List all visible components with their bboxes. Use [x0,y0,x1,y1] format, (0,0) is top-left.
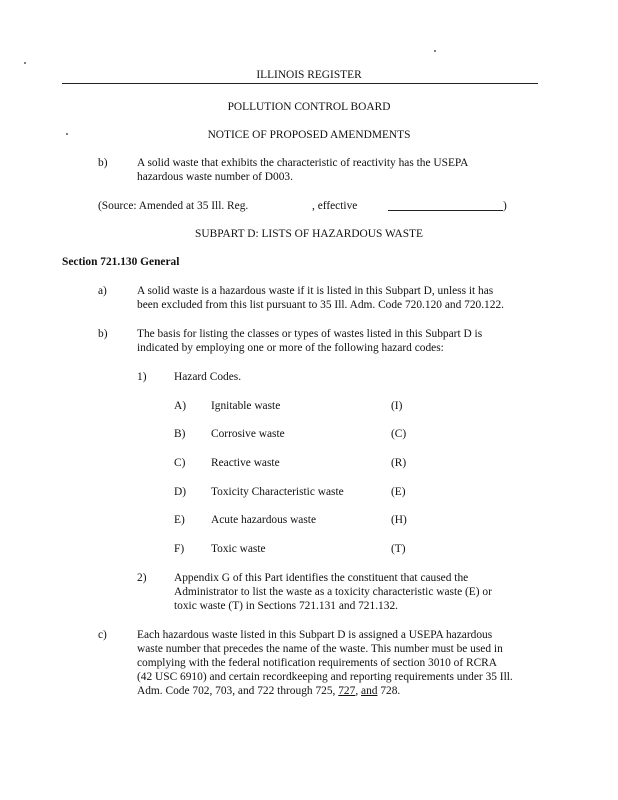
header-rule [62,83,538,84]
subpart-heading: SUBPART D: LISTS OF HAZARDOUS WASTE [195,228,423,240]
hazard-letter: F) [174,543,185,555]
hazard-name: Ignitable waste [211,400,281,412]
hazard-letter: B) [174,428,186,440]
hazard-code: (T) [391,543,406,555]
paragraph-line: Each hazardous waste listed in this Subpart D is assigned a USEPA hazardous [137,629,493,641]
paragraph-line [137,684,400,698]
hazard-letter: D) [174,486,187,498]
item-label: a) [98,285,107,297]
underlined-insertion: and [361,685,378,697]
source-effective: , effective [312,200,358,212]
paragraph-line: The basis for listing the classes or types of wastes listed in this Subpart D is [137,328,483,340]
blank-line [388,210,503,211]
text-run: 728. [377,685,401,697]
paragraph-line: Administrator to list the waste as a toxicity characteristic waste (E) or [174,586,492,598]
item-label: c) [98,629,107,641]
board-name: POLLUTION CONTROL BOARD [227,101,391,113]
hazard-code: (R) [391,457,407,469]
hazard-name: Reactive waste [211,457,280,469]
section-heading: Section 721.130 General [62,256,180,268]
item-label: b) [98,328,108,340]
paragraph-line: hazardous waste number of D003. [137,171,293,183]
text-run: , [355,685,362,697]
register-title: ILLINOIS REGISTER [256,69,362,81]
source-close: ) [503,200,507,212]
paragraph-line: (42 USC 6910) and certain recordkeeping and reporting requirements under 35 Ill. [137,671,513,683]
paragraph-line: toxic waste (T) in Sections 721.131 and 721.132. [174,600,398,612]
scan-speck [434,50,436,52]
item-label: 2) [137,572,147,584]
paragraph-line: been excluded from this list pursuant to 35 Ill. Adm. Code 720.120 and 720.122. [137,299,504,311]
hazard-code: (C) [391,428,407,440]
hazard-letter: A) [174,400,187,412]
paragraph-line: indicated by employing one or more of the following hazard codes: [137,342,444,354]
hazard-name: Acute hazardous waste [211,514,317,526]
paragraph-line: waste number that precedes the name of the waste. This number must be used in [137,643,503,655]
hazard-code: (E) [391,486,406,498]
item-label: b) [98,157,108,169]
hazard-name: Corrosive waste [211,428,285,440]
hazard-letter: E) [174,514,185,526]
paragraph-line: complying with the federal notification requirements of section 3010 of RCRA [137,657,497,669]
hazard-code: (I) [391,400,403,412]
item-label: 1) [137,371,147,383]
hazard-code: (H) [391,514,407,526]
underlined-insertion: 727 [338,685,356,697]
hazard-name: Toxic waste [211,543,266,555]
notice-title: NOTICE OF PROPOSED AMENDMENTS [207,129,411,141]
text-run: Adm. Code 702, 703, and 722 through 725, [137,685,339,697]
hazard-name: Toxicity Characteristic waste [211,486,344,498]
scan-speck [24,62,26,64]
paragraph-line: Appendix G of this Part identifies the constituent that caused the [174,572,469,584]
hazard-letter: C) [174,457,186,469]
source-note: (Source: Amended at 35 Ill. Reg. [98,200,249,212]
paragraph-line: A solid waste is a hazardous waste if it is listed in this Subpart D, unless it has [137,285,494,297]
hazard-codes-title: Hazard Codes. [174,371,242,383]
paragraph-line: A solid waste that exhibits the characteristic of reactivity has the USEPA [137,157,469,169]
